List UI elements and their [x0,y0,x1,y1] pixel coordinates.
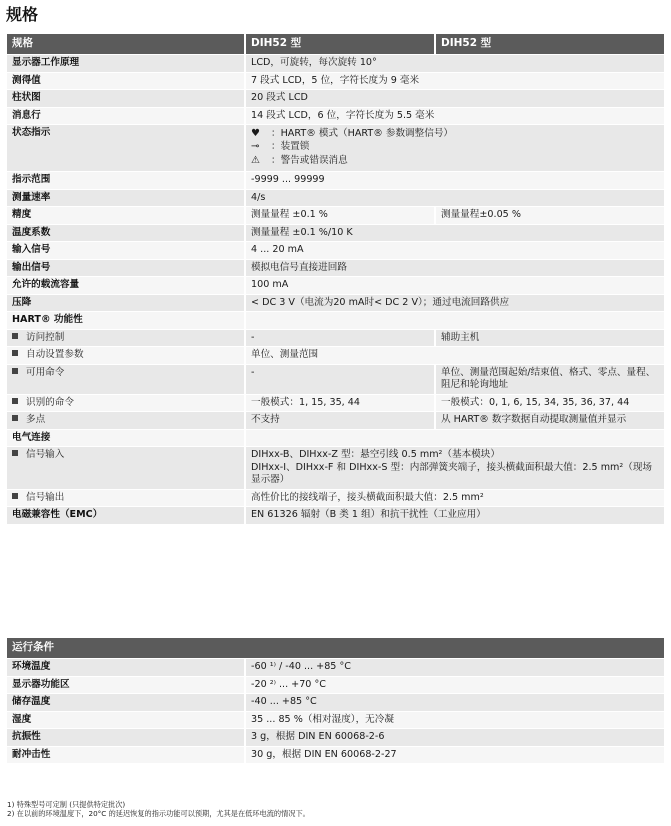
row-label: 状态指示 [7,125,245,172]
status-line [251,154,659,168]
row-label: 精度 [7,207,245,225]
row-value: - [245,329,435,347]
row-value-b: 从 HART® 数字数据自动提取测量值并显示 [435,412,664,430]
row-label: 消息行 [7,107,245,125]
row-value: < DC 3 V（电流为20 mA时< DC 2 V）；通过电流回路供应 [245,294,664,312]
row-label: HART® 功能性 [7,312,245,330]
operating-header: 运行条件 [7,638,664,659]
table-row [7,90,664,108]
status-line [251,127,659,141]
table-row [7,259,664,277]
row-value-b: 测量量程±0.05 % [435,207,664,225]
table-row [7,694,664,712]
row-label: 访问控制 [26,331,65,343]
row-value [245,429,664,447]
table-row [7,676,664,694]
table-row [7,429,664,447]
signal-input-line: DIHxx-B、DIHxx-Z 型：悬空引线 0.5 mm²（基本模块） [251,449,500,460]
row-value: 模拟电信号直接进回路 [245,259,664,277]
bullet-square-icon [12,368,18,374]
row-value: -60 ¹⁾ / -40 ... +85 °C [245,659,664,677]
table-row [7,746,664,764]
table-row [7,72,664,90]
row-value-b: 辅助主机 [435,329,664,347]
row-label: 电磁兼容性（EMC） [7,507,245,525]
row-label: 环境温度 [7,659,245,677]
row-label: 温度系数 [7,224,245,242]
table-row [7,125,664,172]
bullet-square-icon [12,450,18,456]
spec-header-label: 规格 [7,34,245,55]
table-row [7,312,664,330]
status-text: ：HART® 模式（HART® 参数调整信号） [271,127,454,139]
table-row [7,659,664,677]
row-value [245,447,664,490]
row-label: 自动设置参数 [26,349,84,360]
row-label: 耐冲击性 [7,746,245,764]
table-row [7,729,664,747]
row-label: 信号输出 [26,491,65,503]
row-sublabel [7,364,245,394]
bullet-square-icon [12,350,18,356]
row-value: -20 ²⁾ ... +70 °C [245,676,664,694]
row-label: 显示器功能区 [7,676,245,694]
row-value: - [245,364,435,394]
table-row [7,55,664,73]
footnote: 1) 特殊型号可定制 (只提供特定批次) [7,800,126,809]
table-row [7,394,664,412]
row-label: 可用命令 [26,366,65,378]
spec-table [7,34,664,525]
row-value: 20 段式 LCD [245,90,664,108]
table-row [7,489,664,507]
row-label: 输入信号 [7,242,245,260]
table-row [7,294,664,312]
row-value: 100 mA [245,277,664,295]
table-row [7,329,664,347]
row-value: 30 g，根据 DIN EN 60068-2-27 [245,746,664,764]
row-value: LCD，可旋转，每次旋转 10° [245,55,664,73]
status-text: ：警告或错误消息 [271,154,348,166]
key-icon: ⊸ [251,141,260,152]
status-line [251,141,659,155]
table-row [7,347,664,365]
row-value: 4 ... 20 mA [245,242,664,260]
row-sublabel [7,489,245,507]
heart-icon: ♥ [251,127,260,139]
page-title: 规格 [6,5,39,24]
row-value: 4/s [245,189,664,207]
bullet-square-icon [12,493,18,499]
status-text: ：装置锁 [271,141,310,152]
row-label: 输出信号 [7,259,245,277]
row-value [245,312,664,330]
row-value: 35 ... 85 %（相对湿度），无冷凝 [245,711,664,729]
row-value: EN 61326 辐射（B 类 1 组）和抗干扰性（工业应用） [245,507,664,525]
spec-header-model-b: DIH52 型 [435,34,664,55]
row-label: 储存温度 [7,694,245,712]
row-label: 显示器工作原理 [7,55,245,73]
row-label: 测得值 [7,72,245,90]
operating-conditions-table [7,638,664,764]
status-indicator-list [245,125,664,172]
spec-header-row [7,34,664,55]
row-value: 高性价比的接线端子，接头横截面积最大值：2.5 mm² [245,489,664,507]
row-sublabel [7,412,245,430]
row-value: 7 段式 LCD，5 位，字符长度为 9 毫米 [245,72,664,90]
operating-header-row [7,638,664,659]
row-sublabel [7,447,245,490]
row-value: 一般模式：1, 15, 35, 44 [245,394,435,412]
bullet-square-icon [12,415,18,421]
row-label: 测量速率 [7,189,245,207]
table-row [7,242,664,260]
table-row [7,447,664,490]
table-row [7,364,664,394]
warning-icon: ⚠ [251,154,260,166]
row-label: 抗振性 [7,729,245,747]
table-row [7,277,664,295]
row-label: 电气连接 [7,429,245,447]
table-row [7,172,664,190]
table-row [7,412,664,430]
table-row [7,224,664,242]
spec-header-model-a: DIH52 型 [245,34,435,55]
row-value: 测量量程 ±0.1 % [245,207,435,225]
signal-input-line: DIHxx-I、DIHxx-F 和 DIHxx-S 型：内部弹簧夹端子，接头横截面积最大值：2.5 mm²（现场显示器） [251,461,653,485]
row-label: 多点 [26,414,46,425]
row-value: 测量量程 ±0.1 %/10 K [245,224,664,242]
bullet-square-icon [12,333,18,339]
table-row [7,507,664,525]
row-value: 14 段式 LCD，6 位，字符长度为 5.5 毫米 [245,107,664,125]
row-value: 不支持 [245,412,435,430]
row-label: 指示范围 [7,172,245,190]
row-value-b: 一般模式：0, 1, 6, 15, 34, 35, 36, 37, 44 [435,394,664,412]
table-row [7,711,664,729]
row-sublabel [7,329,245,347]
row-label: 柱状图 [7,90,245,108]
row-label: 识别的命令 [26,396,74,408]
table-row [7,107,664,125]
row-value: -40 ... +85 °C [245,694,664,712]
row-label: 湿度 [7,711,245,729]
row-label: 信号输入 [26,449,65,460]
row-value: 单位、测量范围 [245,347,664,365]
bullet-square-icon [12,398,18,404]
table-row [7,189,664,207]
row-label: 压降 [7,294,245,312]
row-sublabel [7,347,245,365]
footnotes [7,800,667,818]
row-value: 3 g，根据 DIN EN 60068-2-6 [245,729,664,747]
row-value-b: 单位、测量范围起始/结束值、格式、零点、量程、阻尼和轮询地址 [435,364,664,394]
table-row [7,207,664,225]
footnote: 2) 在以前的环境温度下，20°C 的延迟恢复的指示功能可以预期，尤其是在低环电流的情况下。 [7,809,310,818]
row-label: 允许的载流容量 [7,277,245,295]
row-sublabel [7,394,245,412]
row-value: -9999 ... 99999 [245,172,664,190]
